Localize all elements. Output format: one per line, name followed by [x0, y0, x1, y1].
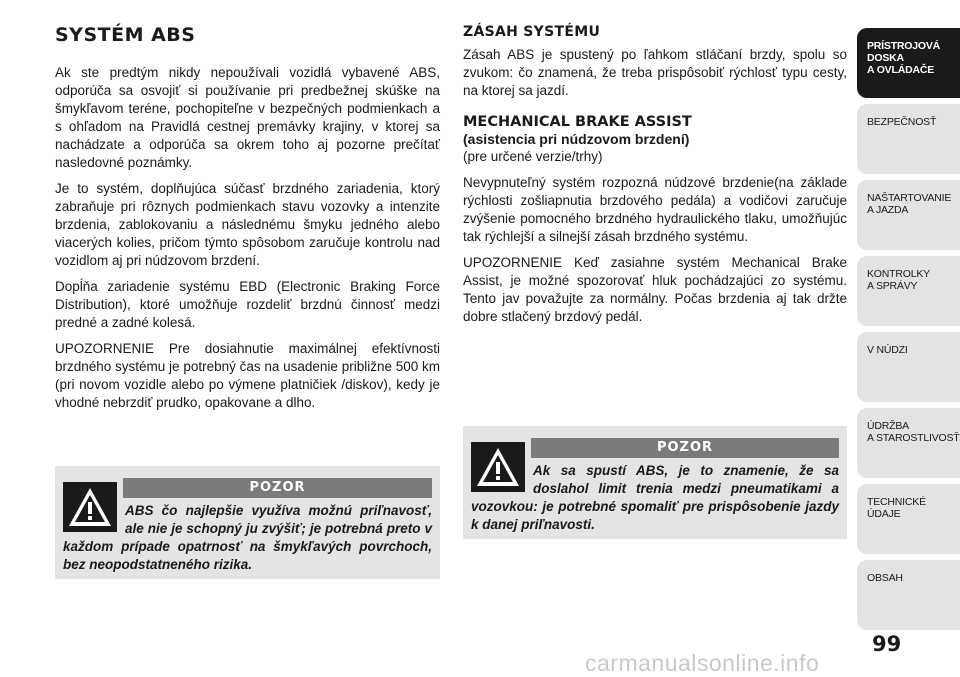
middle-column	[463, 24, 847, 334]
tab-pristrojova-doska[interactable]: PRÍSTROJOVÁ DOSKA A OVLÁDAČE	[857, 28, 960, 98]
paragraph: Ak ste predtým nikdy nepoužívali vozidlá vybavené ABS, odporúča sa osvojiť si používanie pri predbežnej skúške na šmykľavom teréne, pochopiteľne v bezpečných podmienkach a s ohľadom na Pravidlá cestnej premávky krajiny, v ktorej sa nachádzate a odporúča sa okrem toho aj pozorne prečítať nasledovné poznámky.	[55, 65, 440, 170]
mba-subtitle: (asistencia pri núdzovom brzdení)	[463, 131, 690, 147]
page-number: 99	[872, 632, 902, 656]
tab-bezpecnost[interactable]: BEZPEČNOSŤ	[857, 104, 960, 174]
chapter-tabs	[857, 28, 960, 636]
mba-title: MECHANICAL BRAKE ASSIST	[463, 114, 692, 130]
warning-triangle-icon	[471, 442, 525, 492]
mba-note: (pre určené verzie/trhy)	[463, 149, 603, 164]
paragraph: Je to systém, doplňujúca súčasť brzdného zariadenia, ktorý zabraňuje pri rôznych podmienkach stavu vozovky a intenzite brzdenia, zablokovaniu a následnému šmyku jedného alebo viacerých kolies, pričom týmto spôsobom zaručuje kontrolu nad vozidlom aj pri núdzovom brzdení.	[55, 181, 440, 268]
paragraph: UPOZORNENIE Pre dosiahnutie maximálnej efektívnosti brzdného systému je potrebný čas na usadenie približne 500 km (pri novom vozidle alebo po výmene platničiek /diskov), kedy je vhodné nebrzdiť prudko, opakovane a dlho.	[55, 341, 440, 410]
warning-label: POZOR	[123, 478, 432, 498]
tab-udrzba[interactable]: ÚDRŽBA A STAROSTLIVOSŤ	[857, 408, 960, 478]
tab-kontrolky[interactable]: KONTROLKY A SPRÁVY	[857, 256, 960, 326]
warning-text: ABS čo najlepšie využíva možnú priľnavosť, ale nie je schopný ju zvýšiť; je potrebná preto v každom prípade opatrnosť na šmykľavých povrchoch, bez neopodstatneného rizika.	[63, 502, 432, 574]
section-title: SYSTÉM ABS	[55, 24, 196, 46]
watermark: carmanualsonline.info	[585, 650, 820, 676]
warning-label: POZOR	[531, 438, 839, 458]
warning-box	[463, 426, 847, 539]
tab-v-nudzi[interactable]: V NÚDZI	[857, 332, 960, 402]
left-column	[55, 24, 440, 420]
warning-text: Ak sa spustí ABS, je to znamenie, že sa doslahol limit trenia medzi pneumatikami a vozovkou: je potrebné spomaliť pre prispôsobenie jazdy k danej priľnavosti.	[471, 462, 839, 534]
tab-nastartovanie[interactable]: NAŠTARTOVANIE A JAZDA	[857, 180, 960, 250]
paragraph: UPOZORNENIE Keď zasiahne systém Mechanical Brake Assist, je možné spozorovať hluk pochádzajúci zo systému. Tento jav považujte za normálny. Počas brzdenia aj tak držte dobre stlačený brzdový pedál.	[463, 255, 847, 324]
tab-technicke-udaje[interactable]: TECHNICKÉ ÚDAJE	[857, 484, 960, 554]
intervention-title: ZÁSAH SYSTÉMU	[463, 24, 601, 40]
paragraph: Dopĺňa zariadenie systému EBD (Electronic Braking Force Distribution), ktoré umožňuje rozdeliť brzdnú činnosť medzi predné a zadné kolesá.	[55, 279, 440, 330]
tab-obsah[interactable]: OBSAH	[857, 560, 960, 630]
paragraph: Zásah ABS je spustený po ľahkom stláčaní brzdy, spolu so zvukom: čo znamená, že treba prispôsobiť rýchlosť typu cesty, na ktorej sa jazdí.	[463, 47, 847, 98]
warning-box	[55, 466, 440, 579]
paragraph: Nevypnuteľný systém rozpozná núdzové brzdenie(na základe rýchlosti zošliapnutia brzdového pedála) a vodičovi zaručuje zvýšenie pomocného brzdného hydraulického tlaku, umožňujúc tak rýchlejší a silnejší zásah brzdného systému.	[463, 175, 847, 244]
warning-triangle-icon	[63, 482, 117, 532]
